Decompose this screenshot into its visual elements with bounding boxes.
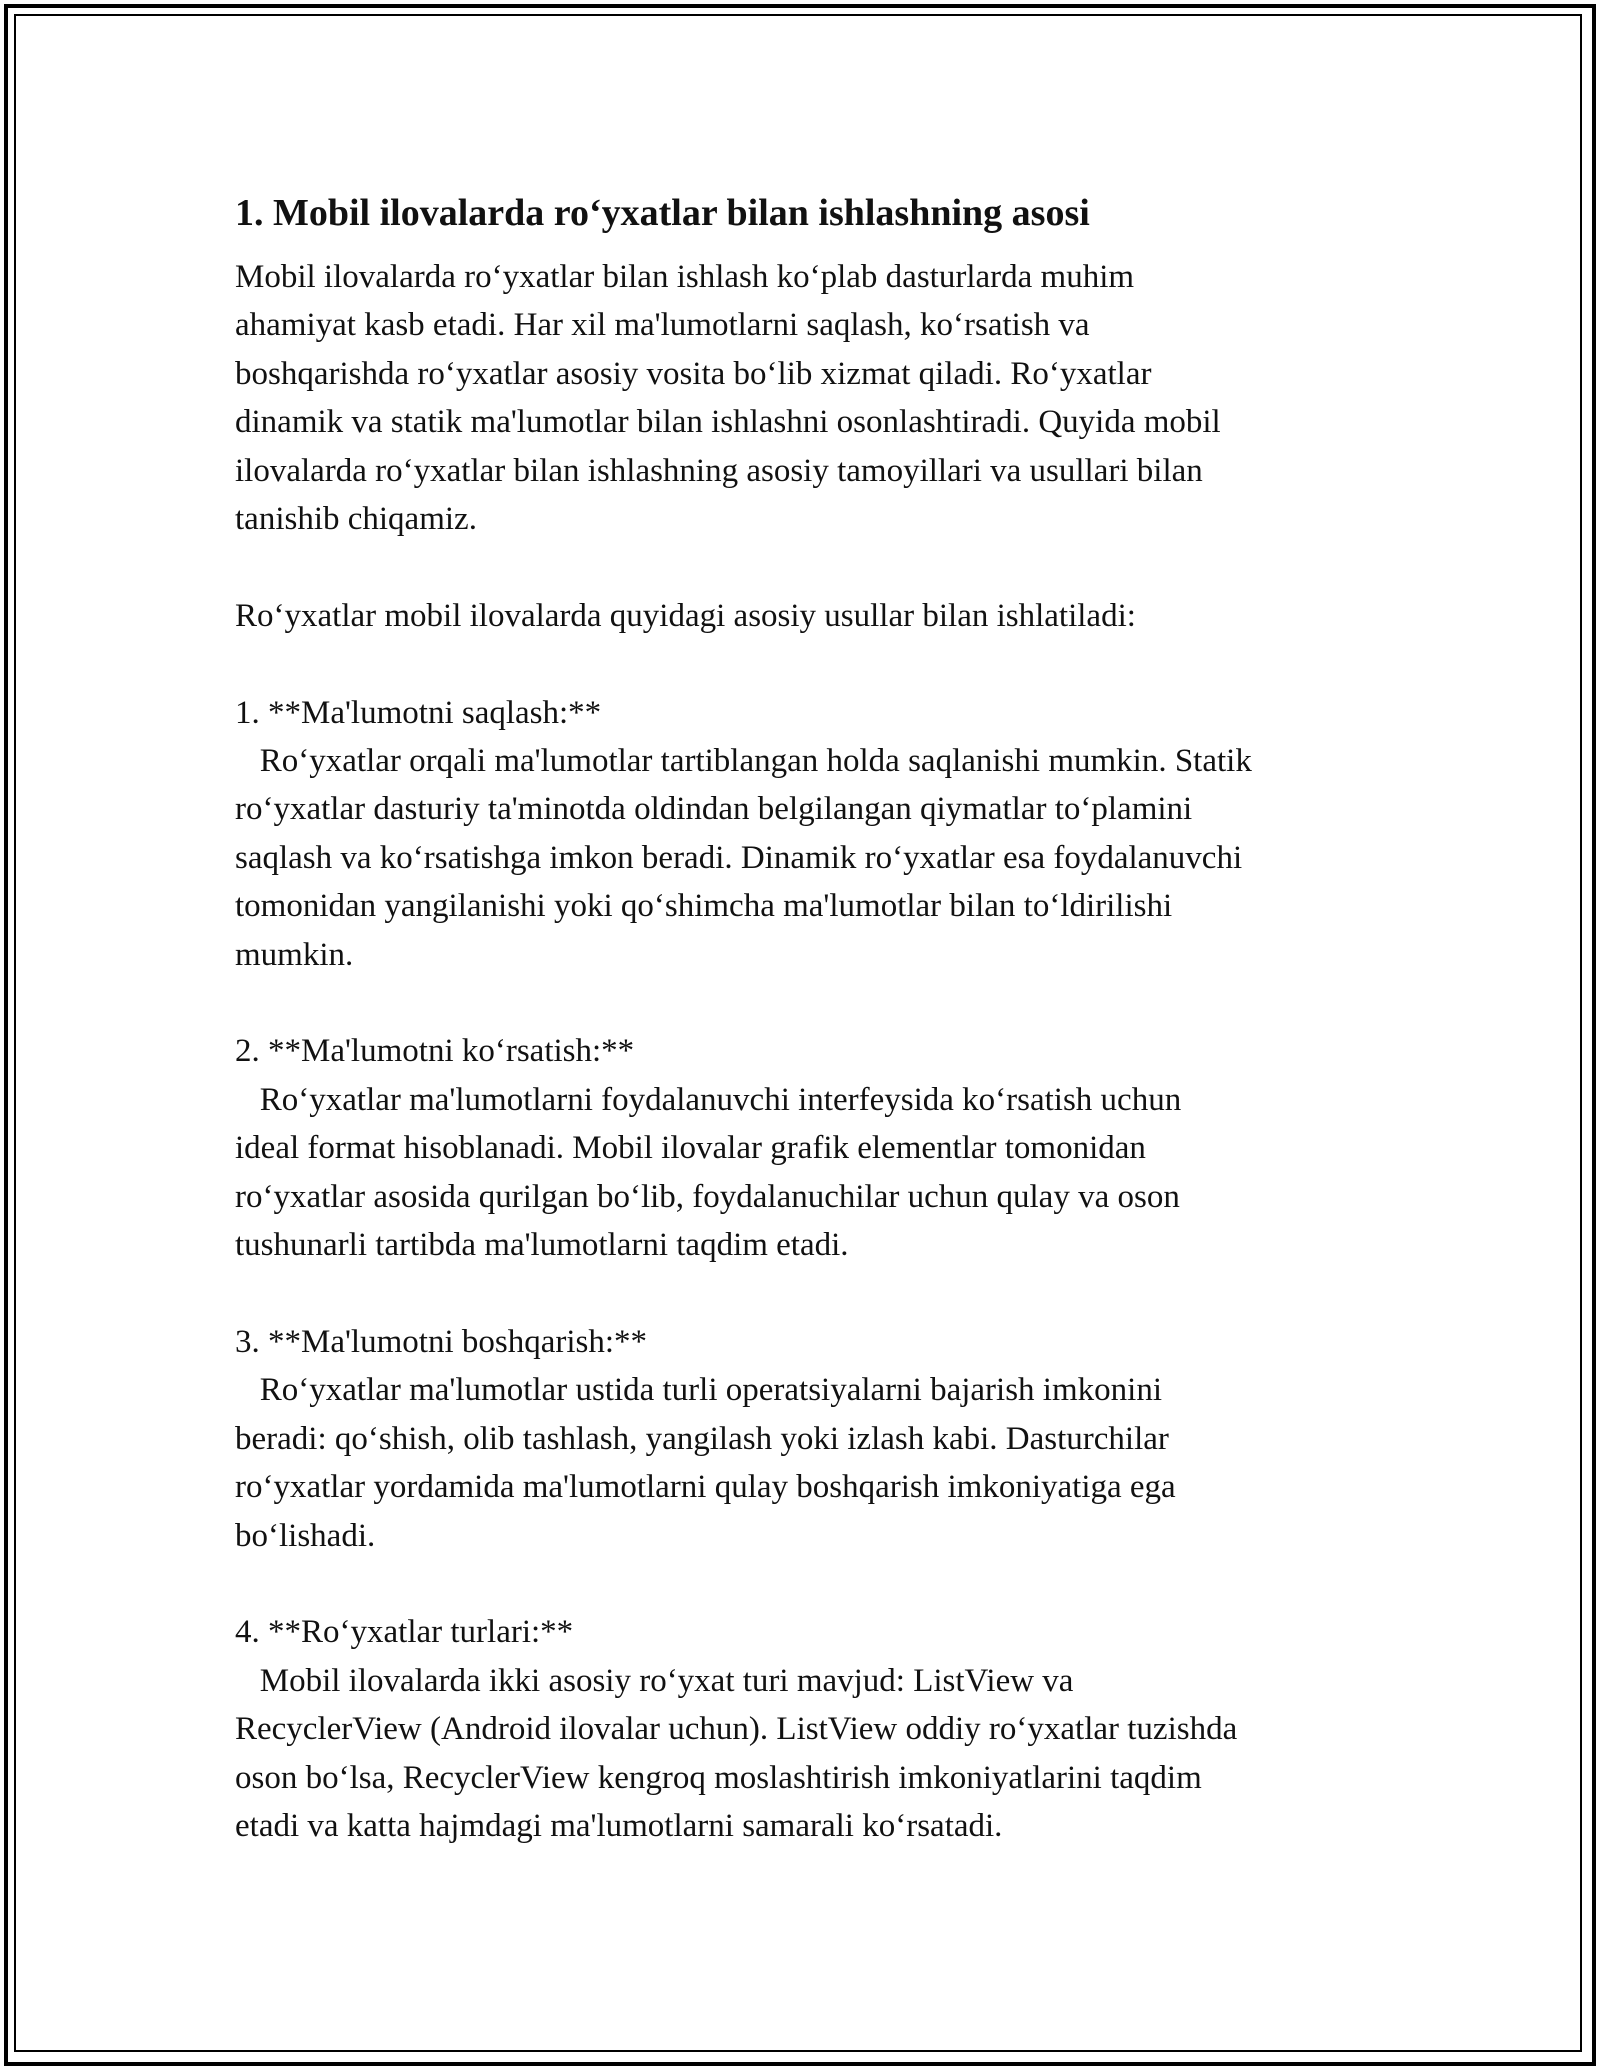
section-line: saqlash va ko‘rsatishga imkon beradi. Dinamik ro‘yxatlar esa foydalanuvchi (235, 839, 1243, 876)
section-line: oson bo‘lsa, RecyclerView kengroq moslashtirish imkoniyatlarini taqdim (235, 1759, 1202, 1796)
section-line: Ro‘yxatlar orqali ma'lumotlar tartiblangan holda saqlanishi mumkin. Statik (235, 743, 1252, 780)
intro-line: tanishib chiqamiz. (235, 501, 477, 538)
intro-paragraph (235, 253, 1395, 543)
intro-line: ahamiyat kasb etadi. Har xil ma'lumotlarni saqlash, ko‘rsatish va (235, 307, 1090, 344)
section-heading: 4. **Ro‘yxatlar turlari:** (235, 1614, 574, 1651)
section-line: bo‘lishadi. (235, 1517, 376, 1554)
section-line: Mobil ilovalarda ikki asosiy ro‘yxat turi mavjud: ListView va (235, 1662, 1074, 1699)
section-heading: 1. **Ma'lumotni saqlash:** (235, 694, 602, 731)
section-4 (235, 1608, 1395, 1850)
section-line: Ro‘yxatlar ma'lumotlarni foydalanuvchi interfeysida ko‘rsatish uchun (235, 1081, 1182, 1118)
paragraph-gap (235, 543, 1395, 591)
section-line: ro‘yxatlar yordamida ma'lumotlarni qulay boshqarish imkoniyatiga ega (235, 1469, 1176, 1506)
section-line: mumkin. (235, 936, 354, 973)
section-line: ro‘yxatlar asosida qurilgan bo‘lib, foydalanuchilar uchun qulay va oson (235, 1178, 1180, 1215)
section-line: ro‘yxatlar dasturiy ta'minotda oldindan belgilangan qiymatlar to‘plamini (235, 791, 1193, 828)
section-heading: 3. **Ma'lumotni boshqarish:** (235, 1323, 648, 1360)
paragraph-gap (235, 1560, 1395, 1608)
section-line: tomonidan yangilanishi yoki qo‘shimcha ma'lumotlar bilan to‘ldirilishi (235, 888, 1173, 925)
intro-line: boshqarishda ro‘yxatlar asosiy vosita bo‘lib xizmat qiladi. Ro‘yxatlar (235, 355, 1152, 392)
section-2 (235, 1027, 1395, 1269)
intro-line: dinamik va statik ma'lumotlar bilan ishlashni osonlashtiradi. Quyida mobil (235, 404, 1221, 441)
section-line: etadi va katta hajmdagi ma'lumotlarni samarali ko‘rsatadi. (235, 1807, 1003, 1844)
section-heading: 2. **Ma'lumotni ko‘rsatish:** (235, 1033, 635, 1070)
paragraph-gap (235, 1269, 1395, 1317)
document-title: 1. Mobil ilovalarda ro‘yxatlar bilan ishlashning asosi (235, 192, 1090, 234)
paragraph-gap (235, 979, 1395, 1027)
lead-paragraph: Ro‘yxatlar mobil ilovalarda quyidagi asosiy usullar bilan ishlatiladi: (235, 597, 1136, 634)
section-3 (235, 1318, 1395, 1560)
intro-line: Mobil ilovalarda ro‘yxatlar bilan ishlash ko‘plab dasturlarda muhim (235, 259, 1135, 295)
intro-line: ilovalarda ro‘yxatlar bilan ishlashning asosiy tamoyillari va usullari bilan (235, 452, 1203, 489)
section-1 (235, 689, 1395, 979)
section-line: Ro‘yxatlar ma'lumotlar ustida turli operatsiyalarni bajarish imkonini (235, 1372, 1162, 1409)
document-body (235, 185, 1395, 1850)
section-line: beradi: qo‘shish, olib tashlash, yangilash yoki izlash kabi. Dasturchilar (235, 1420, 1169, 1457)
section-line: ideal format hisoblanadi. Mobil ilovalar grafik elementlar tomonidan (235, 1130, 1146, 1167)
section-line: RecyclerView (Android ilovalar uchun). ListView oddiy ro‘yxatlar tuzishda (235, 1711, 1238, 1748)
section-line: tushunarli tartibda ma'lumotlarni taqdim etadi. (235, 1227, 849, 1264)
paragraph-gap (235, 640, 1395, 688)
